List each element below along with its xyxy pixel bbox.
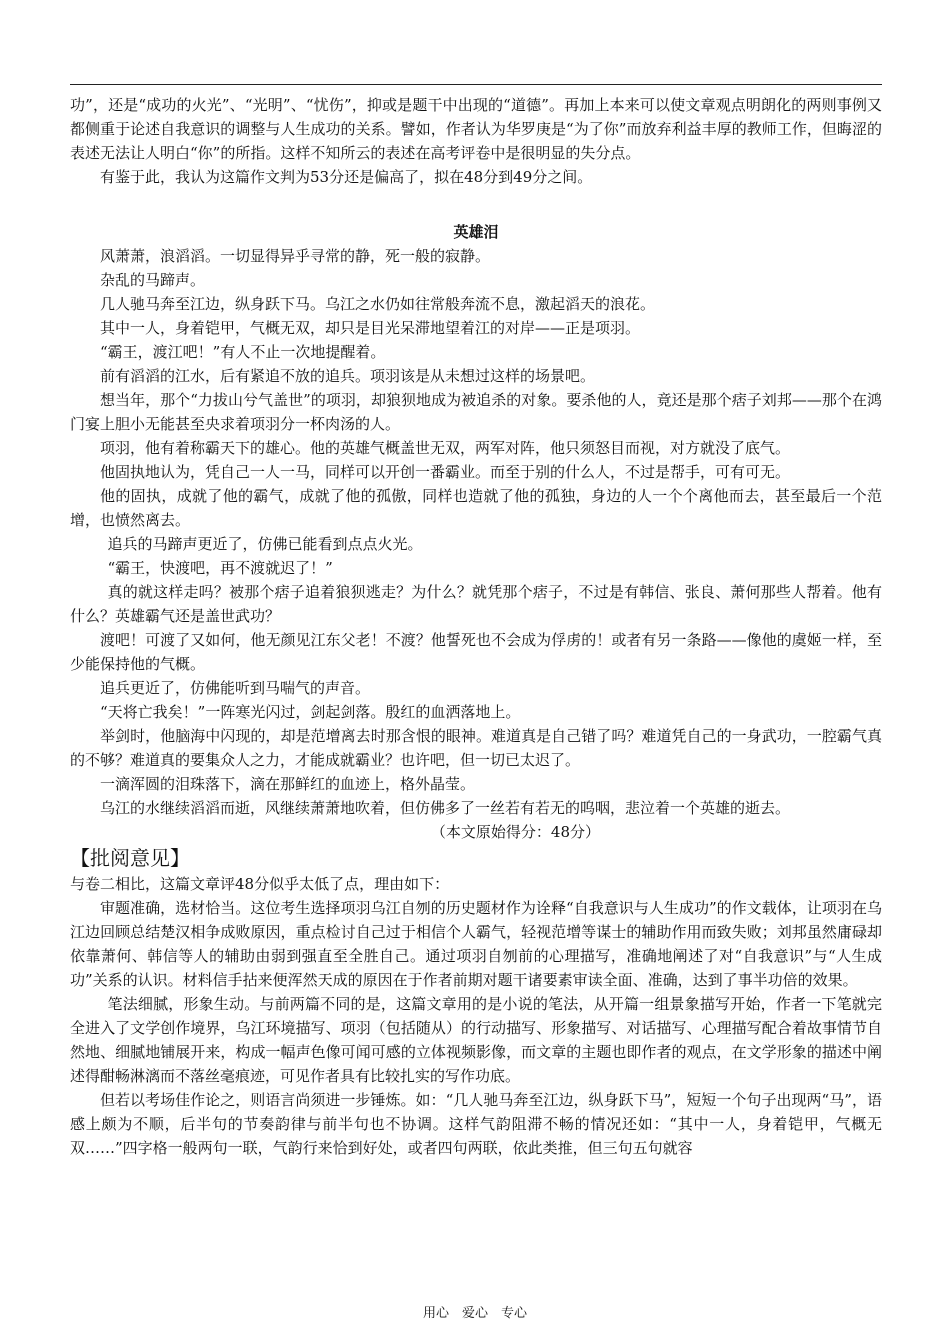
essay-paragraph: 他固执地认为，凭自己一人一马，同样可以开创一番霸业。而至于别的什么人，不过是帮手，可有可无。 xyxy=(100,463,791,481)
essay-title: 英雄泪 xyxy=(453,223,499,241)
essay-paragraph: 真的就这样走吗？被那个痞子追着狼狈逃走？为什么？就凭那个痞子，不过是有韩信、张良、萧何那些人帮着。他有什么？英雄霸气还是盖世武功？ xyxy=(70,583,882,625)
essay-paragraph: “霸王，快渡吧，再不渡就迟了！” xyxy=(107,559,333,577)
essay-paragraph: 渡吧！可渡了又如何，他无颜见江东父老！不渡？他誓死也不会成为俘虏的！或者有另一条路——像他的虞姬一样，至少能保持他的气概。 xyxy=(70,631,882,673)
essay-paragraph: 想当年，那个“力拔山兮气盖世”的项羽，却狼狈地成为被追杀的对象。要杀他的人，竟还是那个痞子刘邦——那个在鸿门宴上胆小无能甚至央求着项羽分一杯肉汤的人。 xyxy=(70,391,882,433)
essay-score-note: （本文原始得分：48分） xyxy=(430,823,600,841)
review-paragraph: 审题准确，选材恰当。这位考生选择项羽乌江自刎的历史题材作为诠释“自我意识与人生成功”的作文载体，让项羽在乌江边回顾总结楚汉相争成败原因，重点检讨自己过于相信个人霸气，轻视范增等谋士的辅助作用而致失败；刘邦虽然庸碌却依靠萧何、韩信等人的辅助由弱到强直至全胜自己。通过项羽自刎前的心理描写，准确地阐述了对“自我意识”与“人生成功”关系的认识。材料信手拈来便浑然天成的原因在于作者前期对题干诸要素审读全面、准确，达到了事半功倍的效果。 xyxy=(70,899,882,989)
essay-paragraph: 追兵的马蹄声更近了，仿佛已能看到点点火光。 xyxy=(107,535,423,553)
document-body xyxy=(70,93,882,1160)
essay-paragraph: 一滴浑圆的泪珠落下，滴在那鲜红的血迹上，格外晶莹。 xyxy=(100,775,476,793)
review-paragraph: 笔法细腻，形象生动。与前两篇不同的是，这篇文章用的是小说的笔法，从开篇一组景象描写开始，作者一下笔就完全进入了文学创作境界，乌江环境描写、项羽（包括随从）的行动描写、形象描写、对话描写、心理描写配合着故事情节自然地、细腻地铺展开来，构成一幅声色像可闻可感的立体视频影像，而文章的主题也即作者的观点，在文学形象的描述中阐述得酣畅淋漓而不落丝毫痕迹，可见作者具有比较扎实的写作功底。 xyxy=(70,995,882,1085)
header-rule xyxy=(70,84,882,85)
essay-paragraph: 举剑时，他脑海中闪现的，却是范增离去时那含恨的眼神。难道真是自己错了吗？难道凭自己的一身武功，一腔霸气真的不够？难道真的要集众人之力，才能成就霸业？也许吧，但一切已太迟了。 xyxy=(70,727,882,769)
essay-paragraph: “天将亡我矣！”一阵寒光闪过，剑起剑落。殷红的血洒落地上。 xyxy=(100,703,521,721)
essay-paragraph: 几人驰马奔至江边，纵身跃下马。乌江之水仍如往常般奔流不息，激起滔天的浪花。 xyxy=(100,295,656,313)
intro-paragraph-1: 功”，还是“成功的火光”、“光明”、“忧伤”，抑或是题干中出现的“道德”。再加上本来可以使文章观点明朗化的两则事例又都侧重于论述自我意识的调整与人生成功的关系。譬如，作者认为华罗庚是“为了你”而放弃利益丰厚的教师工作，但晦涩的表述无法让人明白“你”的所指。这样不知所云的表述在高考评卷中是很明显的失分点。 xyxy=(70,96,882,162)
essay-paragraph: 他的固执，成就了他的霸气，成就了他的孤傲，同样也造就了他的孤独，身边的人一个个离他而去，甚至最后一个范增，也愤然离去。 xyxy=(70,487,882,529)
essay-paragraph: 乌江的水继续滔滔而逝，风继续萧萧地吹着，但仿佛多了一丝若有若无的呜咽，悲泣着一个英雄的逝去。 xyxy=(100,799,791,817)
essay-paragraph: 项羽，他有着称霸天下的雄心。他的英雄气概盖世无双，两军对阵，他只须怒目而视，对方就没了底气。 xyxy=(100,439,791,457)
review-paragraph: 但若以考场佳作论之，则语言尚须进一步锤炼。如：“几人驰马奔至江边，纵身跃下马”，短短一个句子出现两“马”，语感上颇为不顺，后半句的节奏韵律与前半句也不协调。这样气韵阻滞不畅的情况还如：“其中一人，身着铠甲，气概无双……”四字格一般两句一联，气韵行来恰到好处，或者四句两联，依此类推，但三句五句就容 xyxy=(70,1091,882,1157)
essay-paragraph: 杂乱的马蹄声。 xyxy=(100,271,206,289)
page-footer: 用心 爱心 专心 xyxy=(422,1306,527,1321)
review-paragraph: 与卷二相比，这篇文章评48分似乎太低了点，理由如下： xyxy=(70,875,450,893)
essay-paragraph: 追兵更近了，仿佛能听到马喘气的声音。 xyxy=(100,679,371,697)
essay-paragraph: “霸王，渡江吧！”有人不止一次地提醒着。 xyxy=(100,343,386,361)
essay-paragraph: 风萧萧，浪滔滔。一切显得异乎寻常的静，死一般的寂静。 xyxy=(100,247,491,265)
review-heading: 【批阅意见】 xyxy=(70,846,190,870)
essay-paragraph: 前有滔滔的江水，后有紧追不放的追兵。项羽该是从未想过这样的场景吧。 xyxy=(100,367,596,385)
intro-paragraph-2: 有鉴于此，我认为这篇作文判为53分还是偏高了，拟在48分到49分之间。 xyxy=(100,168,593,186)
essay-paragraph: 其中一人，身着铠甲，气概无双，却只是目光呆滞地望着江的对岸——正是项羽。 xyxy=(100,319,641,337)
